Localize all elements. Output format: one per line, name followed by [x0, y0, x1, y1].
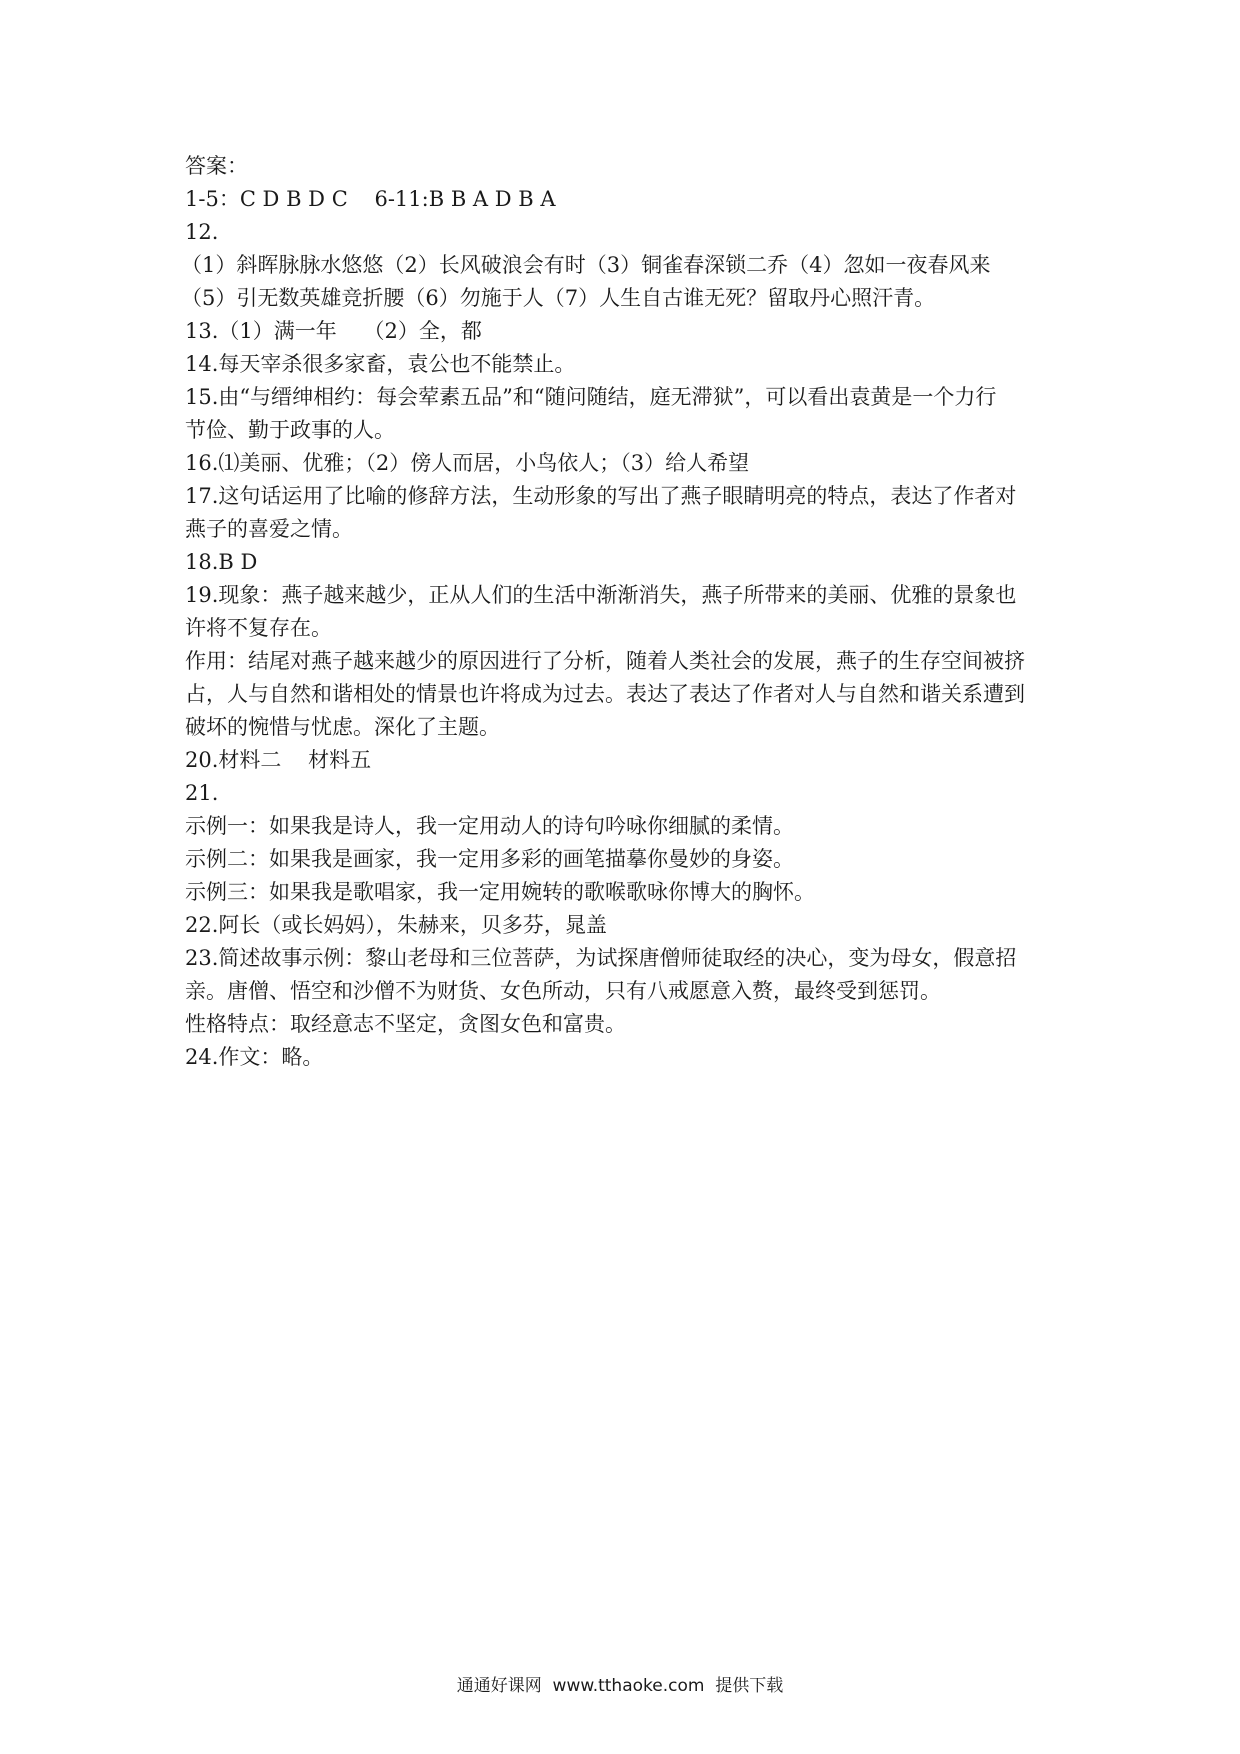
answer-line: 20.材料二 材料五 — [185, 748, 372, 772]
answer-line: 17.这句话运用了比喻的修辞方法，生动形象的写出了燕子眼睛明亮的特点，表达了作者对 — [185, 484, 1017, 508]
answer-line: 作用：结尾对燕子越来越少的原因进行了分析，随着人类社会的发展，燕子的生存空间被挤 — [185, 649, 1025, 673]
answer-line: 22.阿长（或长妈妈），朱赫来，贝多芬，晁盖 — [185, 913, 607, 937]
answer-line: （1）斜晖脉脉水悠悠（2）长风破浪会有时（3）铜雀春深锁二乔（4）忽如一夜春风来 — [181, 253, 991, 277]
answer-key-body — [181, 150, 1065, 1074]
answer-line: 示例二：如果我是画家，我一定用多彩的画笔描摹你曼妙的身姿。 — [185, 847, 794, 871]
answer-line: 示例三：如果我是歌唱家，我一定用婉转的歌喉歌咏你博大的胸怀。 — [185, 880, 815, 904]
answer-line: 许将不复存在。 — [185, 616, 332, 640]
answer-line: 示例一：如果我是诗人，我一定用动人的诗句吟咏你细腻的柔情。 — [185, 814, 794, 838]
answer-line: （5）引无数英雄竞折腰（6）勿施于人（7）人生自古谁无死？留取丹心照汗青。 — [181, 286, 936, 310]
answer-line: 性格特点：取经意志不坚定，贪图女色和富贵。 — [185, 1012, 626, 1036]
answer-line: 15.由“与缙绅相约：每会荤素五品”和“随问随结，庭无滞狱”，可以看出袁黄是一个力行 — [185, 385, 997, 409]
answer-line: 23.简述故事示例：黎山老母和三位菩萨，为试探唐僧师徒取经的决心，变为母女，假意招 — [185, 946, 1017, 970]
answer-line: 14.每天宰杀很多家畜，袁公也不能禁止。 — [185, 352, 576, 376]
answer-line: 节俭、勤于政事的人。 — [185, 418, 395, 442]
answer-line: 13.（1）满一年 （2）全，都 — [185, 319, 482, 343]
answer-line: 19.现象：燕子越来越少，正从人们的生活中渐渐消失，燕子所带来的美丽、优雅的景象也 — [185, 583, 1017, 607]
answer-line: 21. — [185, 781, 219, 805]
answer-line: 24.作文：略。 — [185, 1045, 324, 1069]
answer-line: 占，人与自然和谐相处的情景也许将成为过去。表达了表达了作者对人与自然和谐关系遭到 — [185, 682, 1025, 706]
answer-line: 12. — [185, 220, 219, 244]
answer-line: 破坏的惋惜与忧虑。深化了主题。 — [185, 715, 500, 739]
answer-line: 燕子的喜爱之情。 — [185, 517, 353, 541]
answer-line: 亲。唐僧、悟空和沙僧不为财货、女色所动，只有八戒愿意入赘，最终受到惩罚。 — [185, 979, 941, 1003]
answer-line: 18.B D — [185, 550, 258, 574]
answer-line: 16.⑴美丽、优雅；（2）傍人而居，小鸟依人；（3）给人希望 — [185, 451, 750, 475]
answer-line: 1-5：C D B D C 6-11:B B A D B A — [185, 187, 556, 211]
answer-heading: 答案： — [185, 154, 248, 178]
page-footer: 通通好课网 www.tthaoke.com 提供下载 — [456, 1676, 784, 1696]
